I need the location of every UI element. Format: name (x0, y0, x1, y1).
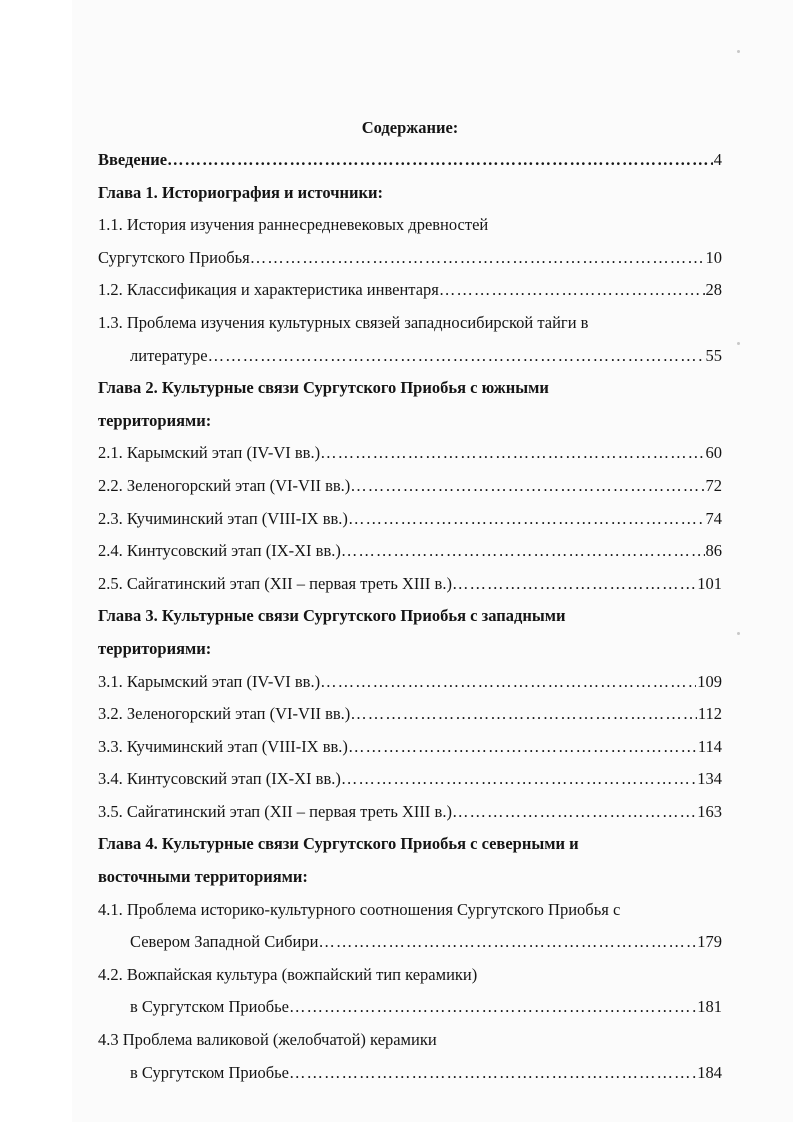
toc-entry (98, 698, 722, 731)
scan-speck (737, 342, 740, 345)
dot-leader (341, 763, 696, 796)
chapter-heading: Глава 2. Культурные связи Сургутского Приобья с южными (98, 378, 549, 398)
dot-leader (348, 731, 697, 764)
toc-entry (98, 1057, 722, 1090)
toc-page-number: 101 (697, 573, 722, 593)
dot-leader (320, 437, 704, 470)
dot-leader (320, 666, 696, 699)
toc-page-number: 134 (697, 769, 722, 789)
toc-entry-text: 3.2. Зеленогорский этап (VI-VII вв.) (98, 704, 351, 724)
toc-entry-text: в Сургутском Приобье (130, 1062, 289, 1082)
toc-entry (98, 991, 722, 1024)
toc-entry-text: 3.4. Кинтусовский этап (IX-XI вв.) (98, 769, 341, 789)
toc-page-number: 86 (705, 541, 722, 561)
chapter-heading: Глава 3. Культурные связи Сургутского Приобья с западными (98, 606, 566, 626)
toc-page-number: 60 (705, 443, 722, 463)
scan-speck (737, 632, 740, 635)
toc-page-number: 10 (705, 247, 722, 267)
toc-page-number: 179 (697, 932, 722, 952)
toc-entry-text: 2.5. Сайгатинский этап (XII – первая треть XIII в.) (98, 573, 452, 593)
toc-title: Содержание: (361, 118, 459, 137)
toc-entry (98, 242, 722, 275)
dot-leader (167, 144, 713, 177)
chapter-heading: восточными территориями: (98, 867, 308, 887)
toc-entry (98, 796, 722, 829)
toc-entry (98, 470, 722, 503)
toc-line-text: 1.3. Проблема изучения культурных связей западносибирской тайги в (98, 312, 589, 332)
toc-entry-text: 2.2. Зеленогорский этап (VI-VII вв.) (98, 475, 351, 495)
toc-entry-text: Введение (98, 150, 168, 169)
toc-entry (98, 666, 722, 699)
toc-entry-text: литературе (130, 345, 208, 365)
toc-entry-text: Севером Западной Сибири (130, 932, 319, 952)
dot-leader (452, 568, 696, 601)
toc-entry (98, 340, 722, 373)
dot-leader (289, 1057, 696, 1090)
toc-entry (98, 437, 722, 470)
toc-page-number: 109 (697, 671, 722, 691)
toc-page-number: 184 (697, 1062, 722, 1082)
toc-entry (98, 568, 722, 601)
toc-page-number: 114 (697, 736, 722, 756)
toc-entry-text: 2.3. Кучиминский этап (VIII-IX вв.) (98, 508, 348, 528)
toc-page-number: 28 (705, 280, 722, 300)
dot-leader (208, 340, 705, 373)
toc-entry-text: 3.5. Сайгатинский этап (XII – первая треть XIII в.) (98, 801, 452, 821)
chapter-heading: Глава 4. Культурные связи Сургутского Приобья с северными и (98, 834, 579, 854)
dot-leader (350, 470, 704, 503)
dot-leader (250, 242, 705, 275)
scan-speck (737, 50, 740, 53)
dot-leader (348, 503, 705, 536)
toc-line-text: 4.3 Проблема валиковой (желобчатой) керамики (98, 1030, 437, 1050)
toc-page-number: 163 (697, 801, 722, 821)
chapter-heading: Глава 1. Историография и источники: (98, 182, 384, 202)
dot-leader (341, 535, 705, 568)
dot-leader (289, 991, 696, 1024)
toc-entry (98, 144, 722, 177)
dot-leader (318, 926, 696, 959)
toc-entry-text: в Сургутском Приобье (130, 997, 289, 1017)
toc-page-number: 74 (705, 508, 722, 528)
toc-page-number: 112 (697, 704, 722, 724)
table-of-contents (98, 112, 722, 1089)
toc-line-text: 4.2. Вожпайская культура (вожпайский тип керамики) (98, 964, 478, 984)
toc-entry-text: 3.1. Карымский этап (IV-VI вв.) (98, 671, 321, 691)
dot-leader (439, 274, 705, 307)
toc-entry (98, 535, 722, 568)
toc-line-text: 1.1. История изучения раннесредневековых древностей (98, 215, 489, 235)
chapter-heading: территориями: (98, 638, 212, 658)
toc-entry-text: 2.4. Кинтусовский этап (IX-XI вв.) (98, 541, 341, 561)
toc-entry (98, 503, 722, 536)
toc-entry-text: 2.1. Карымский этап (IV-VI вв.) (98, 443, 321, 463)
toc-page-number: 72 (705, 475, 722, 495)
chapter-heading: территориями: (98, 410, 212, 430)
toc-entry (98, 274, 722, 307)
toc-entry (98, 731, 722, 764)
toc-entry-text: 3.3. Кучиминский этап (VIII-IX вв.) (98, 736, 348, 756)
toc-page-number: 4 (713, 150, 722, 169)
toc-entry-text: Сургутского Приобья (98, 247, 250, 267)
dot-leader (350, 698, 697, 731)
toc-page-number: 55 (705, 345, 722, 365)
dot-leader (452, 796, 696, 829)
toc-entry (98, 763, 722, 796)
toc-entry-text: 1.2. Классификация и характеристика инвентаря (98, 280, 439, 300)
toc-line-text: 4.1. Проблема историко-культурного соотношения Сургутского Приобья с (98, 899, 621, 919)
toc-page-number: 181 (697, 997, 722, 1017)
toc-entry (98, 926, 722, 959)
